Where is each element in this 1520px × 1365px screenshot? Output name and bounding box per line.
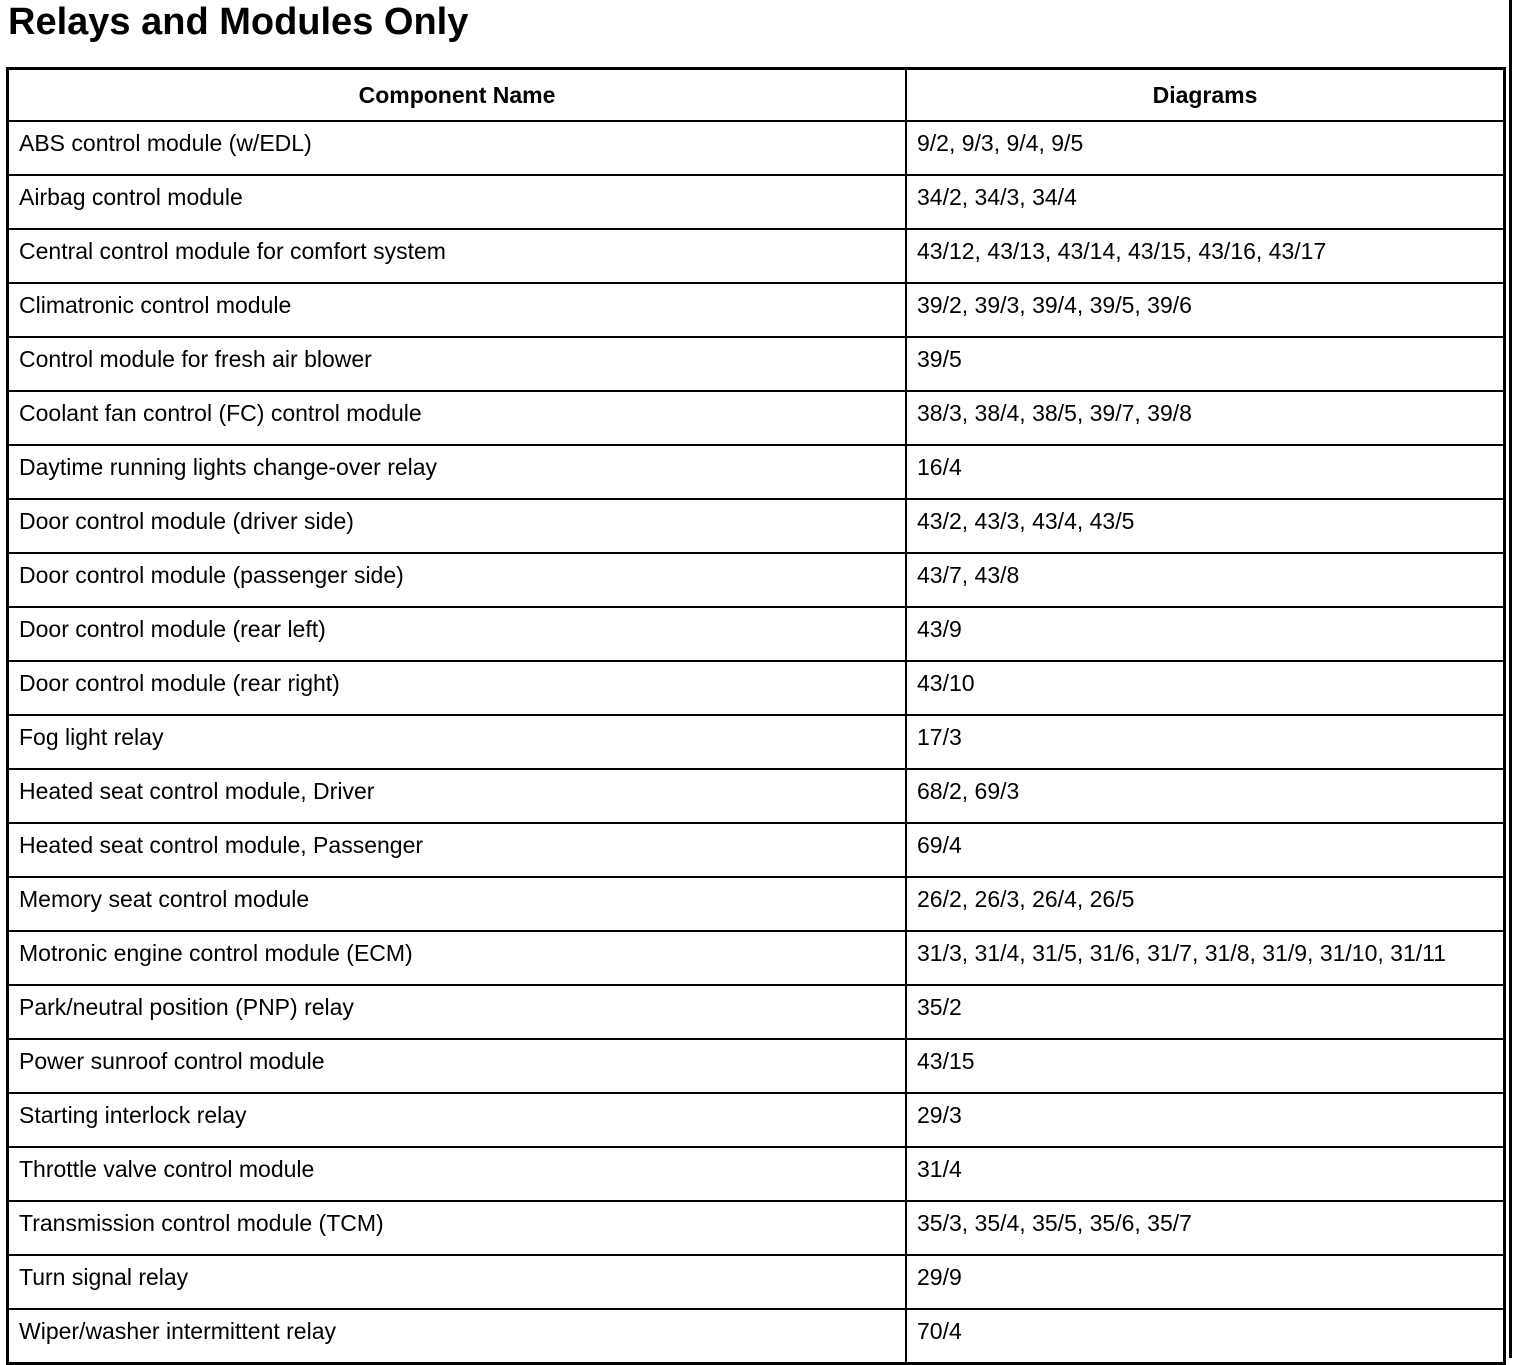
table-row	[9, 1147, 1503, 1201]
table-row	[9, 121, 1503, 175]
component-name-cell: Heated seat control module, Passenger	[9, 823, 906, 877]
component-name-cell: Daytime running lights change-over relay	[9, 445, 906, 499]
component-table	[9, 70, 1503, 1362]
table-row	[9, 661, 1503, 715]
diagrams-cell: 69/4	[906, 823, 1503, 877]
component-name-cell: Control module for fresh air blower	[9, 337, 906, 391]
component-table-frame	[6, 67, 1506, 1365]
table-row	[9, 445, 1503, 499]
component-name-cell: Turn signal relay	[9, 1255, 906, 1309]
diagrams-cell: 35/2	[906, 985, 1503, 1039]
table-row	[9, 931, 1503, 985]
diagrams-cell: 26/2, 26/3, 26/4, 26/5	[906, 877, 1503, 931]
diagrams-cell: 29/3	[906, 1093, 1503, 1147]
page-edge-rule	[1509, 0, 1512, 1358]
diagrams-cell: 39/2, 39/3, 39/4, 39/5, 39/6	[906, 283, 1503, 337]
diagrams-cell: 43/15	[906, 1039, 1503, 1093]
header-diagrams: Diagrams	[906, 70, 1503, 121]
diagrams-cell: 16/4	[906, 445, 1503, 499]
component-name-cell: Heated seat control module, Driver	[9, 769, 906, 823]
diagrams-cell: 43/10	[906, 661, 1503, 715]
table-row	[9, 877, 1503, 931]
table-row	[9, 499, 1503, 553]
table-row	[9, 1201, 1503, 1255]
table-row	[9, 1093, 1503, 1147]
table-row	[9, 1255, 1503, 1309]
component-name-cell: Door control module (rear left)	[9, 607, 906, 661]
diagrams-cell: 29/9	[906, 1255, 1503, 1309]
table-row	[9, 337, 1503, 391]
diagrams-cell: 70/4	[906, 1309, 1503, 1362]
component-name-cell: Airbag control module	[9, 175, 906, 229]
component-name-cell: Door control module (rear right)	[9, 661, 906, 715]
diagrams-cell: 34/2, 34/3, 34/4	[906, 175, 1503, 229]
table-row	[9, 715, 1503, 769]
component-name-cell: ABS control module (w/EDL)	[9, 121, 906, 175]
table-row	[9, 607, 1503, 661]
component-name-cell: Door control module (driver side)	[9, 499, 906, 553]
table-row	[9, 823, 1503, 877]
diagrams-cell: 68/2, 69/3	[906, 769, 1503, 823]
component-name-cell: Fog light relay	[9, 715, 906, 769]
diagrams-cell: 43/12, 43/13, 43/14, 43/15, 43/16, 43/17	[906, 229, 1503, 283]
table-row	[9, 553, 1503, 607]
table-row	[9, 175, 1503, 229]
component-name-cell: Central control module for comfort system	[9, 229, 906, 283]
component-name-cell: Climatronic control module	[9, 283, 906, 337]
table-row	[9, 283, 1503, 337]
diagrams-cell: 31/4	[906, 1147, 1503, 1201]
component-name-cell: Wiper/washer intermittent relay	[9, 1309, 906, 1362]
table-header-row	[9, 70, 1503, 121]
table-row	[9, 1309, 1503, 1362]
component-name-cell: Park/neutral position (PNP) relay	[9, 985, 906, 1039]
component-name-cell: Door control module (passenger side)	[9, 553, 906, 607]
diagrams-cell: 39/5	[906, 337, 1503, 391]
component-name-cell: Starting interlock relay	[9, 1093, 906, 1147]
table-row	[9, 391, 1503, 445]
table-row	[9, 1039, 1503, 1093]
diagrams-cell: 43/2, 43/3, 43/4, 43/5	[906, 499, 1503, 553]
diagrams-cell: 17/3	[906, 715, 1503, 769]
component-name-cell: Memory seat control module	[9, 877, 906, 931]
table-body	[9, 121, 1503, 1362]
table-row	[9, 229, 1503, 283]
page-title: Relays and Modules Only	[8, 1, 469, 43]
component-name-cell: Power sunroof control module	[9, 1039, 906, 1093]
diagrams-cell: 38/3, 38/4, 38/5, 39/7, 39/8	[906, 391, 1503, 445]
component-name-cell: Coolant fan control (FC) control module	[9, 391, 906, 445]
component-name-cell: Throttle valve control module	[9, 1147, 906, 1201]
header-component-name: Component Name	[358, 82, 556, 108]
table-row	[9, 769, 1503, 823]
component-name-cell: Transmission control module (TCM)	[9, 1201, 906, 1255]
table-row	[9, 985, 1503, 1039]
diagrams-cell: 9/2, 9/3, 9/4, 9/5	[906, 121, 1503, 175]
diagrams-cell: 43/7, 43/8	[906, 553, 1503, 607]
diagrams-cell: 43/9	[906, 607, 1503, 661]
component-name-cell: Motronic engine control module (ECM)	[9, 931, 906, 985]
diagrams-cell: 31/3, 31/4, 31/5, 31/6, 31/7, 31/8, 31/9, 31/10, 31/11	[906, 931, 1503, 985]
diagrams-cell: 35/3, 35/4, 35/5, 35/6, 35/7	[906, 1201, 1503, 1255]
